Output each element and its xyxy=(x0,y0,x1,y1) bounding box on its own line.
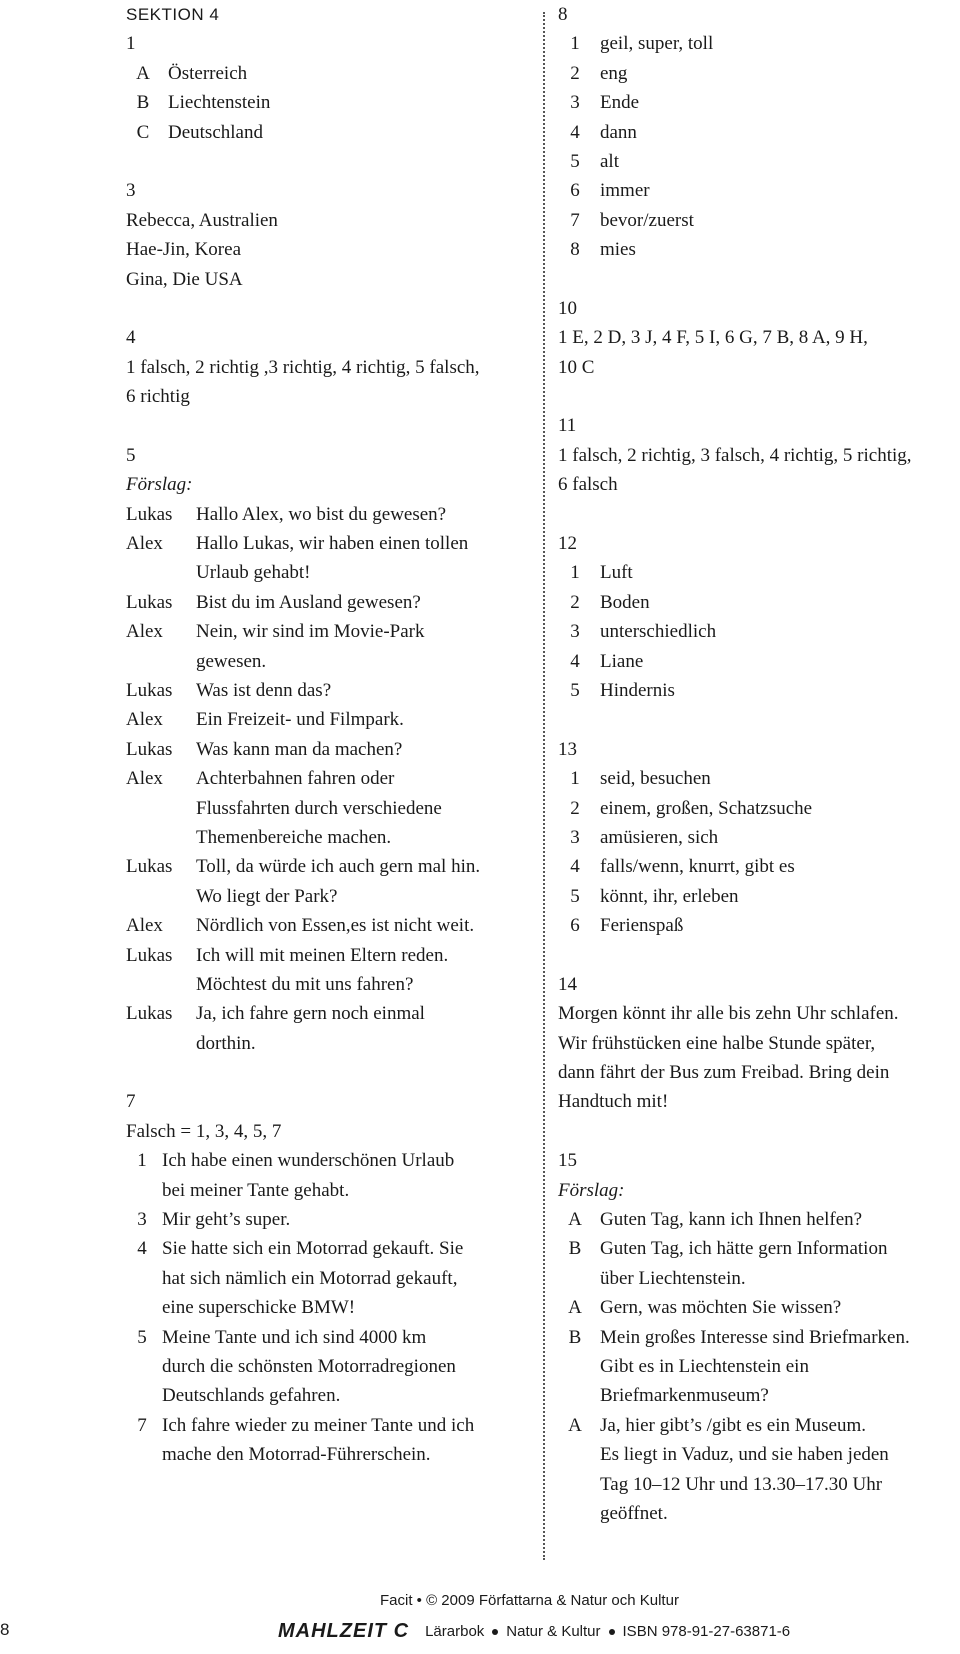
dialog-text: Möchtest du mit uns fahren? xyxy=(196,973,414,995)
footer-book-info xyxy=(278,1620,790,1643)
list-item xyxy=(126,1352,526,1381)
dialog-text: Wo liegt der Park? xyxy=(196,885,338,907)
item-key: 5 xyxy=(570,679,580,701)
item-key: 4 xyxy=(570,650,580,672)
list-item xyxy=(126,88,526,117)
item-text: bevor/zuerst xyxy=(600,209,694,231)
speaker: Alex xyxy=(126,768,163,790)
item-text: Boden xyxy=(600,591,650,613)
list-item xyxy=(126,1293,526,1322)
speaker: Alex xyxy=(126,621,163,643)
answer-line: Wir frühstücken eine halbe Stunde später, xyxy=(558,1032,876,1054)
dialog-line xyxy=(126,970,526,999)
speaker: Alex xyxy=(126,709,163,731)
dialog-line xyxy=(126,735,526,764)
footer-copyright: Facit • © 2009 Författarna & Natur och Kultur xyxy=(380,1592,679,1609)
item-key: 2 xyxy=(570,797,580,819)
item-key: 2 xyxy=(570,591,580,613)
dialog-line xyxy=(126,617,526,646)
list-item xyxy=(558,1205,958,1234)
spacer xyxy=(558,382,958,411)
list-item xyxy=(558,88,958,117)
list-item xyxy=(558,647,958,676)
spacer xyxy=(558,941,958,970)
list-item xyxy=(558,59,958,88)
dialog-line xyxy=(126,823,526,852)
answer-line: Morgen könnt ihr alle bis zehn Uhr schlafen. xyxy=(558,1003,899,1025)
list-item xyxy=(558,1381,958,1410)
dialog-text: Urlaub gehabt! xyxy=(196,562,311,584)
suggestion-label: Förslag: xyxy=(126,474,193,496)
dialog-text: dorthin. xyxy=(196,1032,256,1054)
speaker: Alex xyxy=(126,915,163,937)
item-key: B xyxy=(568,1326,582,1348)
dialog-line xyxy=(126,558,526,587)
item-text: amüsieren, sich xyxy=(600,826,719,848)
list-item xyxy=(558,1352,958,1381)
item-text: Ich habe einen wunderschönen Urlaub xyxy=(162,1150,455,1172)
list-item xyxy=(126,1205,526,1234)
item-text: falls/wenn, knurrt, gibt es xyxy=(600,856,795,878)
item-text: könnt, ihr, erleben xyxy=(600,885,739,907)
speaker: Lukas xyxy=(126,679,173,701)
list-item xyxy=(126,1440,526,1469)
mahlzeit-logo: MAHLZEIT C xyxy=(278,1620,410,1642)
item-text: Hindernis xyxy=(600,679,675,701)
list-item xyxy=(558,147,958,176)
page-number: 8 xyxy=(0,1620,10,1639)
list-item xyxy=(558,676,958,705)
item-text: Guten Tag, kann ich Ihnen helfen? xyxy=(600,1209,863,1231)
spacer xyxy=(558,500,958,529)
dialog-text: gewesen. xyxy=(196,650,267,672)
item-key: 4 xyxy=(570,121,580,143)
list-item xyxy=(126,59,526,88)
item-key: 8 xyxy=(570,239,580,261)
answer-line: 10 C xyxy=(558,356,595,378)
spacer xyxy=(558,1117,958,1146)
answer-line: Falsch = 1, 3, 4, 5, 7 xyxy=(126,1120,282,1142)
list-item xyxy=(126,1176,526,1205)
item-text: Sie hatte sich ein Motorrad gekauft. Sie xyxy=(162,1238,464,1260)
item-text: Mir geht’s super. xyxy=(162,1209,291,1231)
list-item xyxy=(558,1499,958,1528)
speaker: Lukas xyxy=(126,1003,173,1025)
section-heading: SEKTION 4 xyxy=(126,5,220,24)
item-text: eine superschicke BMW! xyxy=(162,1297,356,1319)
exercise-number: 4 xyxy=(126,327,136,349)
item-key: 5 xyxy=(137,1326,147,1348)
dialog-text: Was ist denn das? xyxy=(196,679,332,701)
item-text: Liane xyxy=(600,650,644,672)
list-item xyxy=(558,1293,958,1322)
list-item xyxy=(126,1146,526,1175)
item-text: Guten Tag, ich hätte gern Information xyxy=(600,1238,888,1260)
exercise-number: 7 xyxy=(126,1091,136,1113)
dialog-line xyxy=(126,999,526,1028)
list-item xyxy=(126,1234,526,1263)
item-key: 3 xyxy=(570,826,580,848)
dialog-text: Achterbahnen fahren oder xyxy=(196,768,395,790)
dialog-line xyxy=(126,794,526,823)
spacer xyxy=(126,411,526,440)
item-text: Deutschlands gefahren. xyxy=(162,1385,341,1407)
item-key: C xyxy=(136,121,150,143)
list-item xyxy=(558,206,958,235)
item-text: Ende xyxy=(600,92,640,114)
column-divider xyxy=(543,12,545,1560)
answer-line: dann fährt der Bus zum Freibad. Bring dein xyxy=(558,1062,890,1084)
spacer xyxy=(558,705,958,734)
item-text: mache den Motorrad-Führerschein. xyxy=(162,1444,431,1466)
exercise-number: 12 xyxy=(558,533,577,555)
footer-book-type: Lärarbok xyxy=(425,1623,485,1640)
item-key: 7 xyxy=(137,1414,147,1436)
suggestion-label: Förslag: xyxy=(558,1179,625,1201)
item-text: Deutschland xyxy=(168,121,263,143)
dialog-line xyxy=(126,500,526,529)
item-key: 1 xyxy=(570,768,580,790)
item-key: A xyxy=(568,1209,582,1231)
item-key: 3 xyxy=(570,621,580,643)
speaker: Lukas xyxy=(126,503,173,525)
item-key: 1 xyxy=(137,1150,147,1172)
item-text: Ja, hier gibt’s /gibt es ein Museum. xyxy=(600,1414,866,1436)
item-key: 4 xyxy=(137,1238,147,1260)
answer-line: Gina, Die USA xyxy=(126,268,243,290)
item-text: Liechtenstein xyxy=(168,92,271,114)
dialog-text: Ja, ich fahre gern noch einmal xyxy=(196,1003,425,1025)
answer-line: 6 richtig xyxy=(126,386,190,408)
item-key: B xyxy=(568,1238,582,1260)
exercise-number: 13 xyxy=(558,738,577,760)
item-text: einem, großen, Schatzsuche xyxy=(600,797,813,819)
dialog-line xyxy=(126,852,526,881)
item-text: dann xyxy=(600,121,637,143)
exercise-number: 5 xyxy=(126,444,136,466)
bullet-dot xyxy=(609,1629,615,1635)
item-text: über Liechtenstein. xyxy=(600,1267,746,1289)
item-text: unterschiedlich xyxy=(600,621,717,643)
list-item xyxy=(558,235,958,264)
list-item xyxy=(126,1381,526,1410)
item-text: Ich fahre wieder zu meiner Tante und ich xyxy=(162,1414,475,1436)
dialog-line xyxy=(126,676,526,705)
answer-line: 6 falsch xyxy=(558,474,618,496)
item-text: Mein großes Interesse sind Briefmarken. xyxy=(600,1326,910,1348)
item-key: A xyxy=(568,1297,582,1319)
speaker: Alex xyxy=(126,533,163,555)
item-text: alt xyxy=(600,150,619,172)
dialog-line xyxy=(126,941,526,970)
spacer xyxy=(126,147,526,176)
exercise-number: 3 xyxy=(126,180,136,202)
item-key: 7 xyxy=(570,209,580,231)
dialog-text: Hallo Alex, wo bist du gewesen? xyxy=(196,503,447,525)
item-key: 5 xyxy=(570,885,580,907)
answer-line: 1 E, 2 D, 3 J, 4 F, 5 I, 6 G, 7 B, 8 A, 9 H, xyxy=(558,327,868,349)
right-column xyxy=(558,0,958,1528)
answer-line: Rebecca, Australien xyxy=(126,209,278,231)
dialog-line xyxy=(126,764,526,793)
exercise-number: 8 xyxy=(558,4,568,25)
exercise-number: 1 xyxy=(126,33,136,55)
item-key: A xyxy=(136,62,150,84)
item-text: geil, super, toll xyxy=(600,33,714,55)
item-key: 6 xyxy=(570,180,580,202)
dialog-line xyxy=(126,647,526,676)
item-text: Briefmarkenmuseum? xyxy=(600,1385,769,1407)
answer-line: Hae-Jin, Korea xyxy=(126,239,242,261)
speaker: Lukas xyxy=(126,591,173,613)
exercise-number: 15 xyxy=(558,1150,577,1172)
list-item xyxy=(558,794,958,823)
list-item xyxy=(126,1323,526,1352)
dialog-line xyxy=(126,705,526,734)
item-text: Gern, was möchten Sie wissen? xyxy=(600,1297,842,1319)
item-key: B xyxy=(136,92,150,114)
list-item xyxy=(126,1264,526,1293)
item-text: Es liegt in Vaduz, und sie haben jeden xyxy=(600,1444,889,1466)
answer-line: 1 falsch, 2 richtig ,3 richtig, 4 richtig, 5 falsch, xyxy=(126,356,480,378)
item-text: mies xyxy=(600,239,636,261)
item-key: 1 xyxy=(570,562,580,584)
speaker: Lukas xyxy=(126,856,173,878)
spacer xyxy=(126,1058,526,1087)
dialog-text: Themenbereiche machen. xyxy=(196,826,392,848)
list-item xyxy=(126,1411,526,1440)
bullet-dot xyxy=(492,1629,498,1635)
item-text: Luft xyxy=(600,562,633,584)
item-text: Gibt es in Liechtenstein ein xyxy=(600,1355,809,1377)
spacer xyxy=(126,294,526,323)
item-text: Tag 10–12 Uhr und 13.30–17.30 Uhr xyxy=(600,1473,883,1495)
item-key: 4 xyxy=(570,856,580,878)
item-text: Meine Tante und ich sind 4000 km xyxy=(162,1326,427,1348)
answer-line: Handtuch mit! xyxy=(558,1091,669,1113)
list-item xyxy=(558,764,958,793)
item-text: Österreich xyxy=(168,62,248,84)
dialog-text: Was kann man da machen? xyxy=(196,738,403,760)
footer-isbn: ISBN 978-91-27-63871-6 xyxy=(622,1623,791,1640)
list-item xyxy=(558,558,958,587)
item-key: 3 xyxy=(570,92,580,114)
list-item xyxy=(558,1470,958,1499)
item-text: hat sich nämlich ein Motorrad gekauft, xyxy=(162,1267,458,1289)
dialog-text: Ein Freizeit- und Filmpark. xyxy=(196,709,404,731)
item-text: geöffnet. xyxy=(600,1502,668,1524)
item-text: seid, besuchen xyxy=(600,768,711,790)
item-key: 1 xyxy=(570,33,580,55)
list-item xyxy=(558,1234,958,1263)
item-text: durch die schönsten Motorradregionen xyxy=(162,1355,456,1377)
item-key: 6 xyxy=(570,915,580,937)
list-item xyxy=(558,911,958,940)
list-item xyxy=(558,617,958,646)
item-key: 5 xyxy=(570,150,580,172)
left-column xyxy=(126,0,526,1470)
list-item xyxy=(558,29,958,58)
speaker: Lukas xyxy=(126,738,173,760)
list-item xyxy=(558,1411,958,1440)
list-item xyxy=(558,588,958,617)
dialog-line xyxy=(126,882,526,911)
dialog-text: Toll, da würde ich auch gern mal hin. xyxy=(196,856,481,878)
dialog-text: Ich will mit meinen Eltern reden. xyxy=(196,944,449,966)
dialog-text: Hallo Lukas, wir haben einen tollen xyxy=(196,533,469,555)
dialog-line xyxy=(126,911,526,940)
list-item xyxy=(126,118,526,147)
item-text: Ferienspaß xyxy=(600,915,684,937)
item-key: 2 xyxy=(570,62,580,84)
exercise-number: 14 xyxy=(558,973,577,995)
list-item xyxy=(558,118,958,147)
list-item xyxy=(558,852,958,881)
dialog-text: Flussfahrten durch verschiedene xyxy=(196,797,442,819)
speaker: Lukas xyxy=(126,944,173,966)
dialog-line xyxy=(126,1029,526,1058)
item-text: bei meiner Tante gehabt. xyxy=(162,1179,350,1201)
dialog-text: Nein, wir sind im Movie-Park xyxy=(196,621,425,643)
exercise-number: 10 xyxy=(558,297,577,319)
dialog-line xyxy=(126,588,526,617)
answer-line: 1 falsch, 2 richtig, 3 falsch, 4 richtig, 5 richtig, xyxy=(558,444,912,466)
list-item xyxy=(558,1440,958,1469)
list-item xyxy=(558,176,958,205)
item-text: eng xyxy=(600,62,628,84)
exercise-number: 11 xyxy=(558,415,577,437)
spacer xyxy=(558,265,958,294)
footer-publisher: Natur & Kultur xyxy=(506,1623,601,1640)
list-item xyxy=(558,882,958,911)
item-key: 3 xyxy=(137,1209,147,1231)
item-key: A xyxy=(568,1414,582,1436)
list-item xyxy=(558,823,958,852)
dialog-line xyxy=(126,529,526,558)
dialog-text: Nördlich von Essen,es ist nicht weit. xyxy=(196,915,475,937)
dialog-text: Bist du im Ausland gewesen? xyxy=(196,591,421,613)
list-item xyxy=(558,1264,958,1293)
list-item xyxy=(558,1323,958,1352)
item-text: immer xyxy=(600,180,650,202)
